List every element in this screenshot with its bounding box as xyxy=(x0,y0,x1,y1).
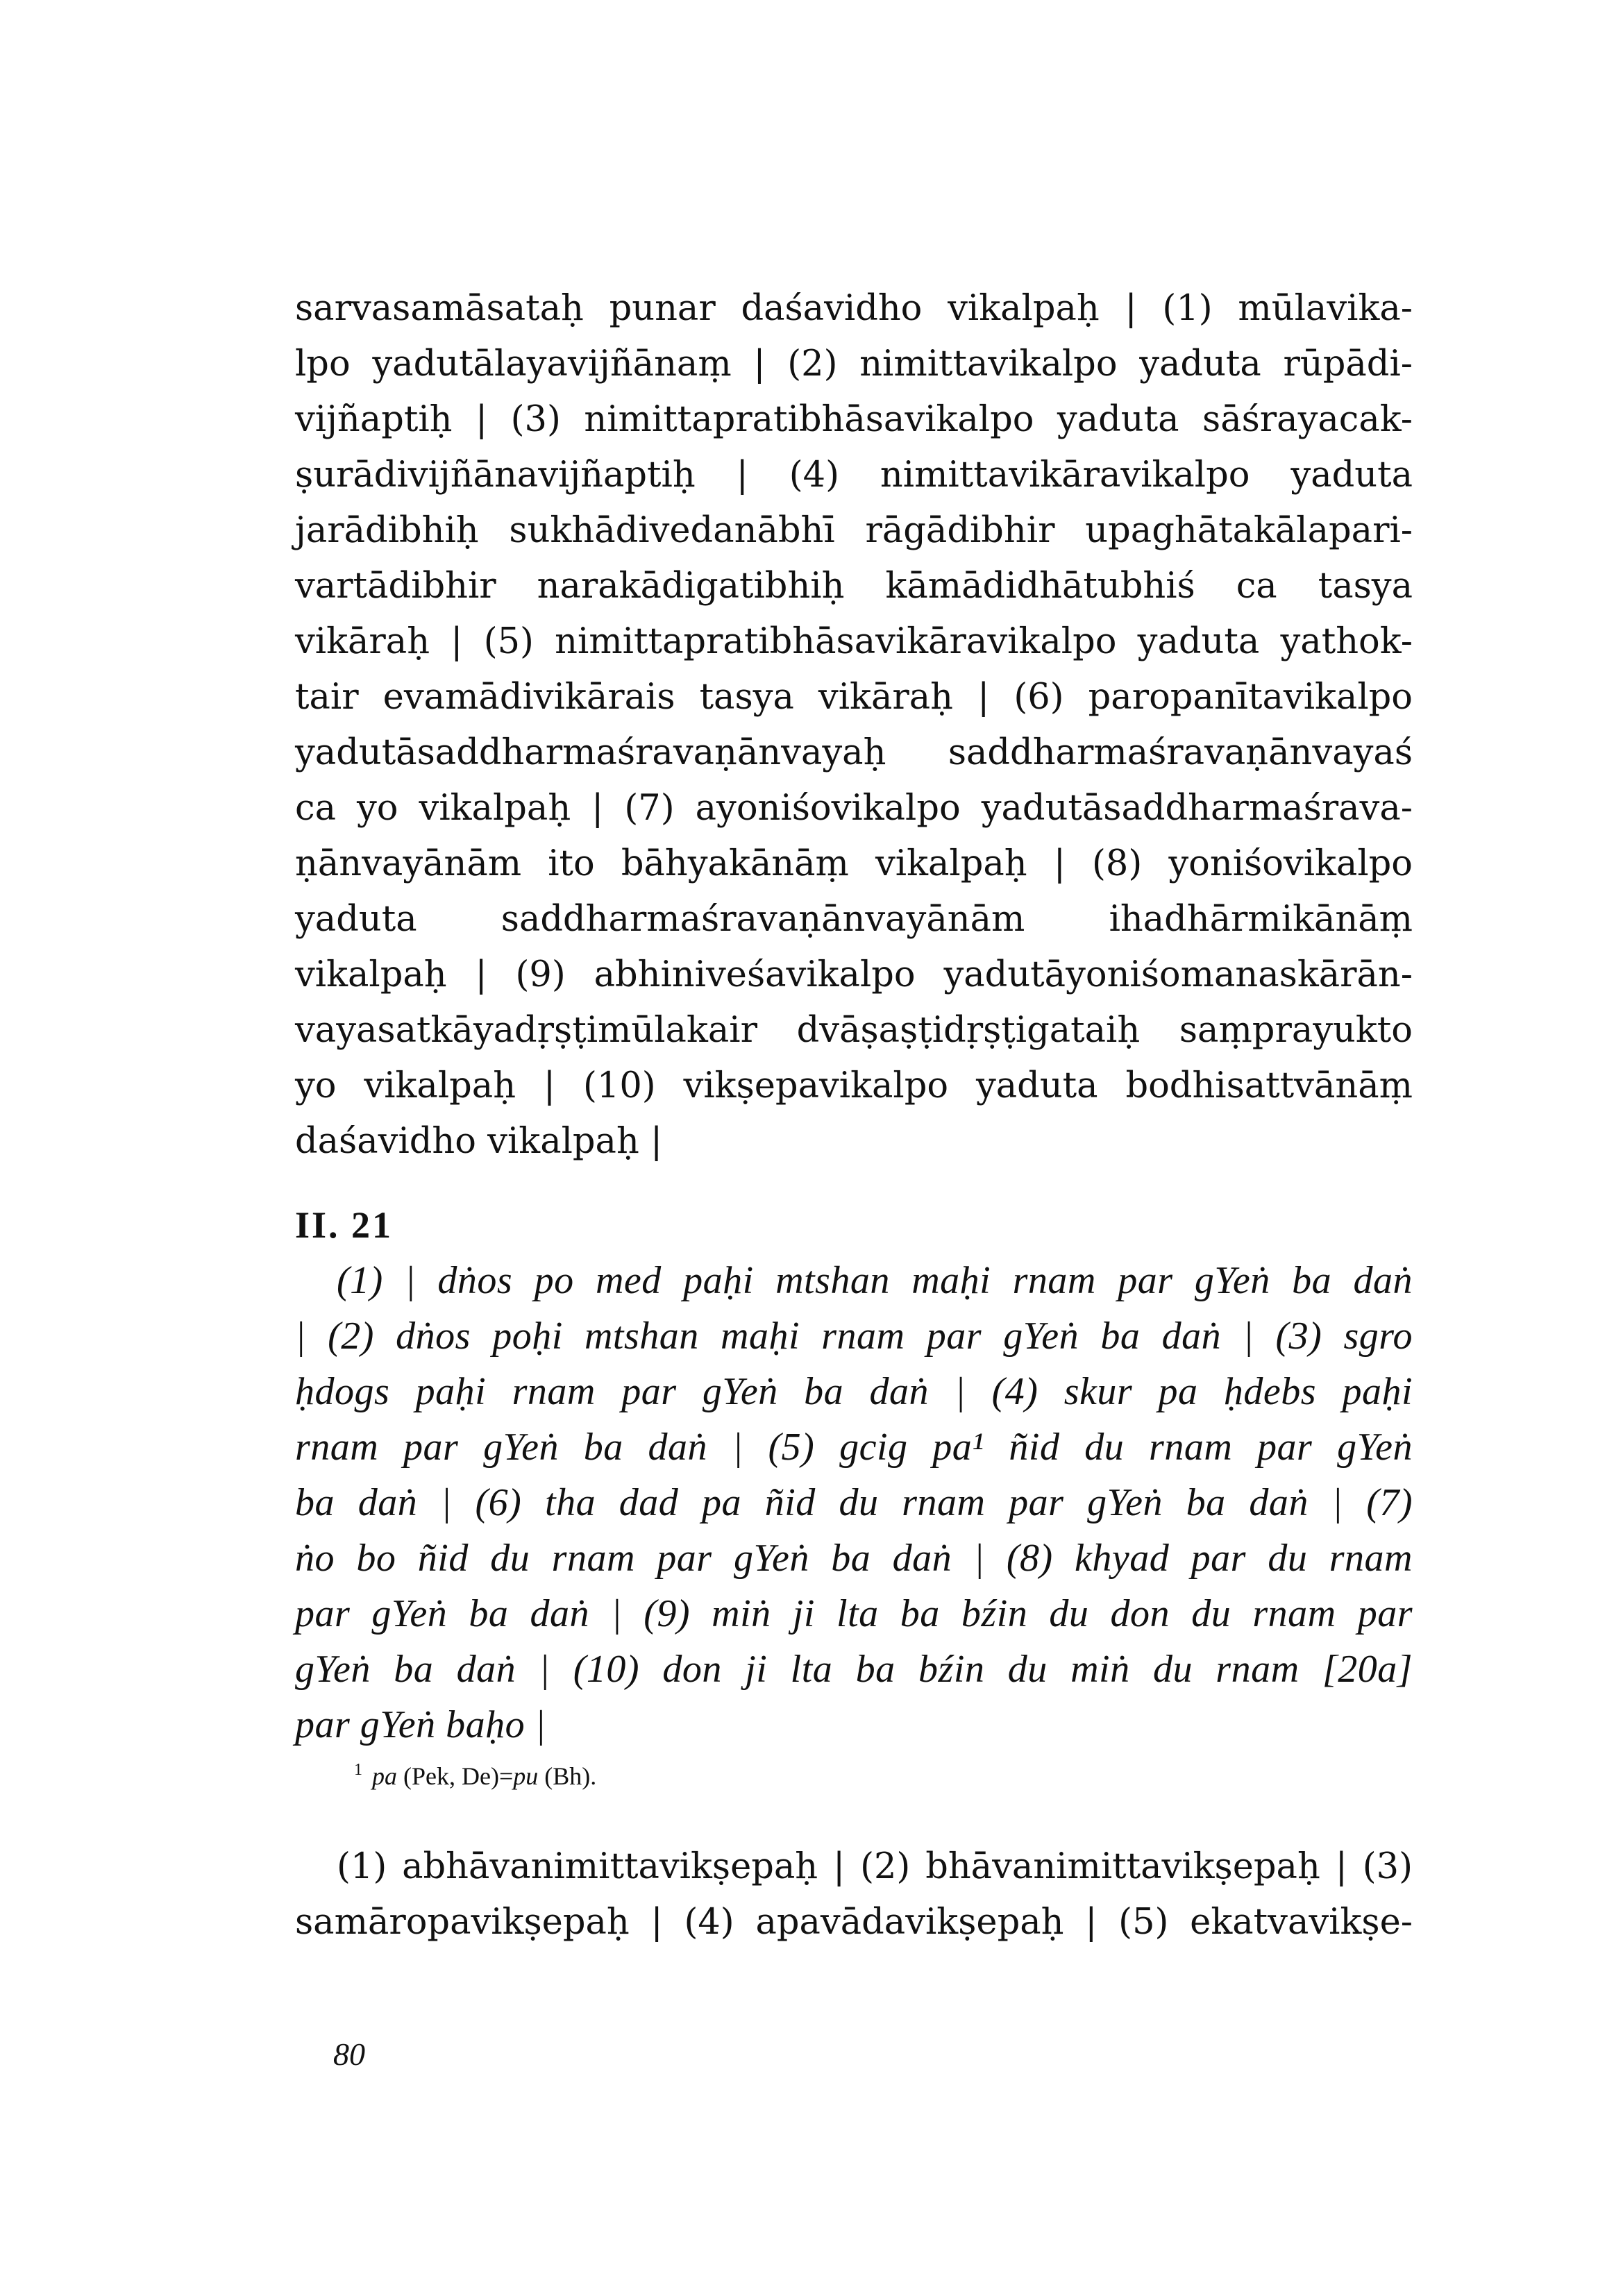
text-line: vartādibhir narakādigatibhiḥ kāmādidhātubhiś ca tasya xyxy=(295,566,1413,607)
text-line: ḥdogs paḥi rnam par gYeṅ ba daṅ | (4) skur pa ḥdebs paḥi xyxy=(295,1370,1413,1413)
footnote-sources: (Pek, De)= xyxy=(403,1762,514,1790)
text-line: lpo yadutālayavijñānaṃ | (2) nimittavikalpo yaduta rūpādi- xyxy=(295,344,1413,385)
footnote-witness: (Bh). xyxy=(544,1762,597,1790)
text-line: jarādibhiḥ sukhādivedanābhī rāgādibhir upaghātakālapari- xyxy=(295,510,1413,551)
text-line: | (2) dṅos poḥi mtshan maḥi rnam par gYeṅ ba daṅ | (3) sgro xyxy=(295,1315,1413,1358)
text-line: daśavidho vikalpaḥ | xyxy=(295,1121,663,1162)
footnote xyxy=(354,1753,596,1793)
text-line: gYeṅ ba daṅ | (10) don ji lta ba bźin du miṅ du rnam [20a] xyxy=(295,1648,1413,1691)
text-line: (1) | dṅos po med paḥi mtshan maḥi rnam par gYeṅ ba daṅ xyxy=(337,1259,1413,1302)
sanskrit-paragraph-2 xyxy=(295,1839,1413,1950)
text-line: vikalpaḥ | (9) abhiniveśavikalpo yadutāyoniśomanaskārān- xyxy=(295,954,1413,995)
text-line: tair evamādivikārais tasya vikāraḥ | (6) paropanītavikalpo xyxy=(295,677,1413,718)
text-line: ba daṅ | (6) tha dad pa ñid du rnam par gYeṅ ba daṅ | (7) xyxy=(295,1481,1413,1524)
text-line: samāropavikṣepaḥ | (4) apavādavikṣepaḥ | (5) ekatvavikṣe- xyxy=(295,1902,1413,1943)
section-label: II. 21 xyxy=(295,1204,394,1246)
text-line: par gYeṅ baḥo | xyxy=(295,1703,546,1746)
text-line: yaduta saddharmaśravaṇānvayānām ihadhārmikānāṃ xyxy=(295,899,1413,940)
text-line: sarvasamāsataḥ punar daśavidho vikalpaḥ | (1) mūlavika- xyxy=(295,288,1413,329)
text-line: par gYeṅ ba daṅ | (9) miṅ ji lta ba bźin du don du rnam par xyxy=(295,1592,1413,1635)
text-line: vijñaptiḥ | (3) nimittapratibhāsavikalpo yaduta sāśrayacak- xyxy=(295,399,1413,440)
text-line: vikāraḥ | (5) nimittapratibhāsavikāravikalpo yaduta yathok- xyxy=(295,621,1413,662)
text-line: yadutāsaddharmaśravaṇānvayaḥ saddharmaśravaṇānvayaś xyxy=(295,732,1413,773)
footnote-marker: 1 xyxy=(354,1761,362,1779)
sanskrit-paragraph-1 xyxy=(295,281,1413,1170)
text-line: yo vikalpaḥ | (10) vikṣepavikalpo yaduta bodhisattvānāṃ xyxy=(295,1065,1413,1106)
text-line: vayasatkāyadṛṣṭimūlakair dvāṣaṣṭidṛṣṭigataiḥ saṃprayukto xyxy=(295,1010,1413,1051)
tibetan-paragraph xyxy=(295,1253,1413,1753)
text-line: ṣurādivijñānavijñaptiḥ | (4) nimittavikāravikalpo yaduta xyxy=(295,455,1413,496)
page-number: 80 xyxy=(333,2036,365,2072)
text-line: rnam par gYeṅ ba daṅ | (5) gcig pa¹ ñid du rnam par gYeṅ xyxy=(295,1426,1413,1469)
footnote-reading: pu xyxy=(513,1762,539,1790)
text-line: ca yo vikalpaḥ | (7) ayoniśovikalpo yadutāsaddharmaśrava- xyxy=(295,788,1413,829)
text-line: ṅo bo ñid du rnam par gYeṅ ba daṅ | (8) khyad par du rnam xyxy=(295,1537,1413,1580)
text-line: ṇānvayānām ito bāhyakānāṃ vikalpaḥ | (8) yoniśovikalpo xyxy=(295,843,1413,884)
footnote-variant: pa xyxy=(372,1762,397,1790)
text-line: (1) abhāvanimittavikṣepaḥ | (2) bhāvanimittavikṣepaḥ | (3) xyxy=(337,1846,1413,1887)
